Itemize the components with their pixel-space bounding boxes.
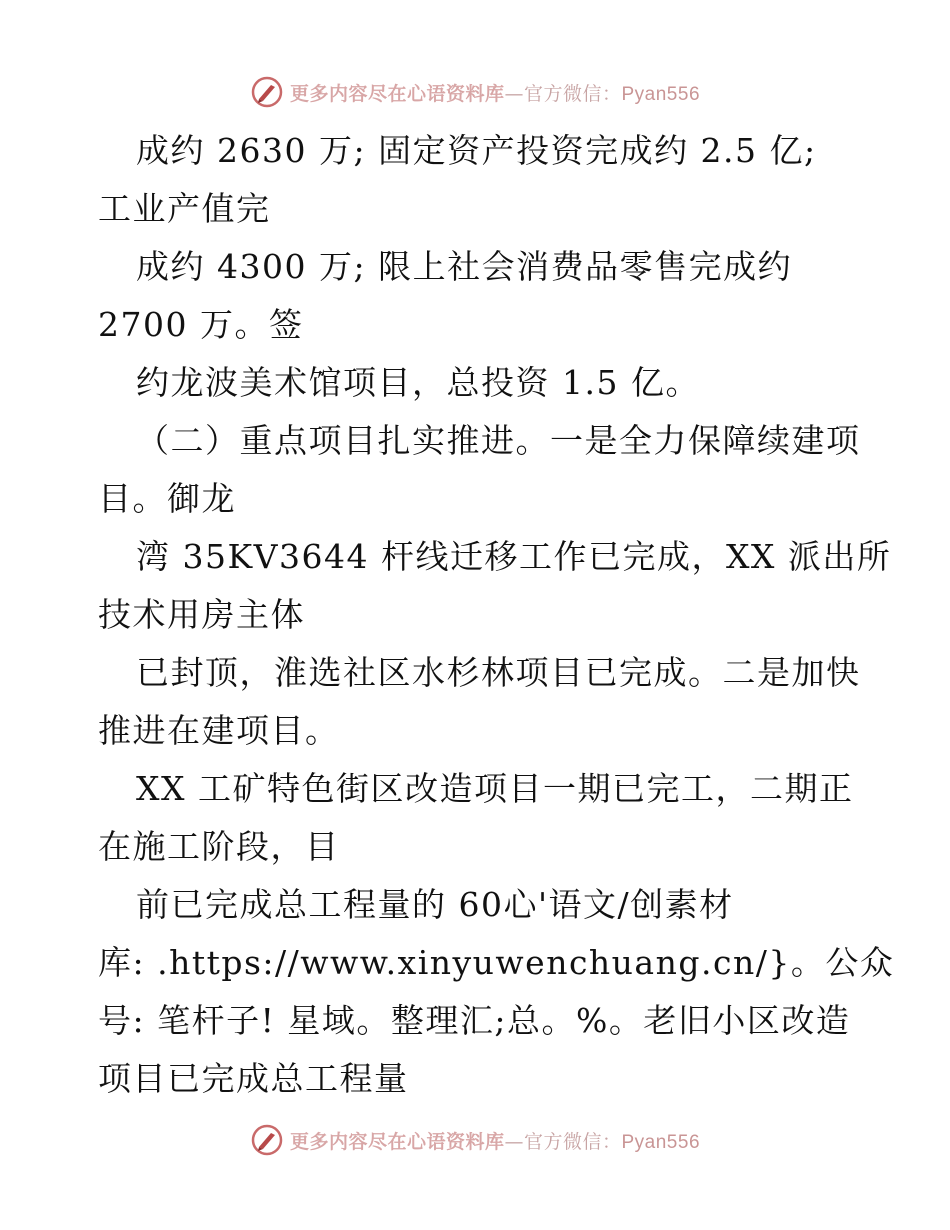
watermark-wechat-label: 官方微信： — [523, 1130, 622, 1153]
body-line-5: 约龙波美术馆项目，总投资 1.5 亿。 — [136, 363, 700, 402]
watermark-text — [290, 1127, 700, 1154]
body-line-16: 号: 笔杆子! 星域。整理汇;总。%。老旧小区改造 — [98, 1001, 851, 1040]
body-line-3: 成约 4300 万; 限上社会消费品零售完成约 — [136, 247, 793, 286]
body-line-2: 工业产值完 — [98, 189, 271, 228]
body-line-17: 项目已完成总工程量 — [98, 1059, 409, 1098]
document-body — [98, 122, 895, 1108]
watermark-wechat-handle: Pyan556 — [621, 1131, 701, 1153]
body-line-10: 已封顶，淮选社区水杉林项目已完成。二是加快 — [136, 653, 861, 692]
body-line-9: 技术用房主体 — [98, 595, 305, 634]
pen-logo-icon — [250, 1123, 284, 1157]
body-line-6: （二）重点项目扎实推进。一是全力保障续建项 — [136, 421, 861, 460]
watermark-main-text: 更多内容尽在心语资料库 — [289, 82, 505, 105]
body-line-8: 湾 35KV3644 杆线迁移工作已完成，XX 派出所 — [136, 537, 892, 576]
footer-watermark-banner — [0, 1120, 950, 1160]
body-line-11: 推进在建项目。 — [98, 711, 340, 750]
body-line-13: 在施工阶段，目 — [98, 827, 340, 866]
body-line-7: 目。御龙 — [98, 479, 236, 518]
body-line-12: XX 工矿特色街区改造项目一期已完工，二期正 — [136, 769, 854, 808]
body-line-14: 前已完成总工程量的 60心'语文/创素材 — [136, 885, 734, 924]
watermark-dash: — — [504, 1130, 524, 1153]
body-line-15: 库: .https://www.xinyuwenchuang.cn/}。公众 — [98, 943, 895, 982]
pen-logo-icon — [250, 75, 284, 109]
header-watermark-banner — [0, 72, 950, 112]
body-line-4: 2700 万。签 — [98, 305, 304, 344]
body-line-1: 成约 2630 万; 固定资产投资完成约 2.5 亿; — [136, 131, 817, 170]
watermark-wechat-handle: Pyan556 — [621, 83, 701, 105]
watermark-main-text: 更多内容尽在心语资料库 — [289, 1130, 505, 1153]
watermark-dash: — — [504, 82, 524, 105]
watermark-text — [290, 79, 700, 106]
watermark-wechat-label: 官方微信： — [523, 82, 622, 105]
